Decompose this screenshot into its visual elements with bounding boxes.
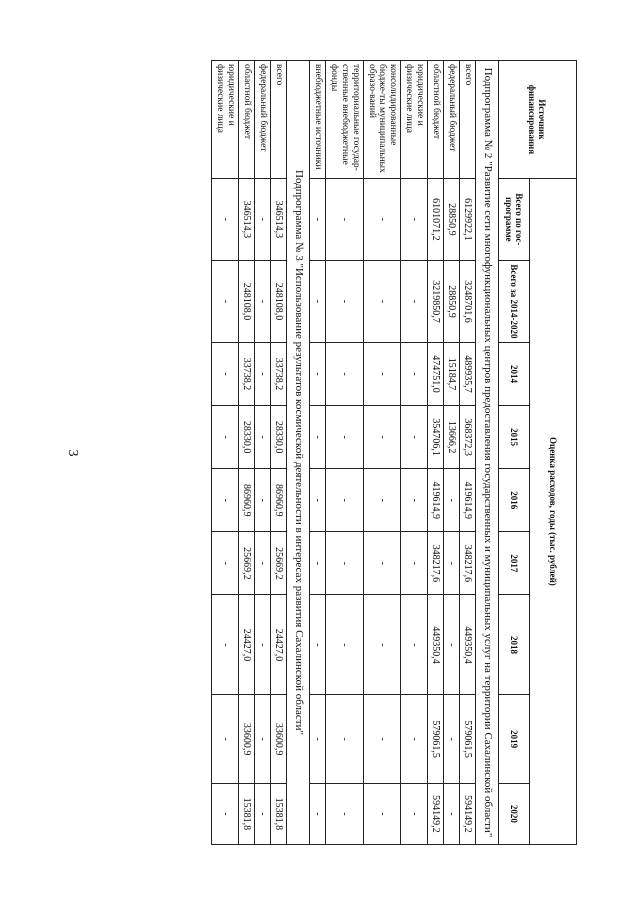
table-cell: 449350,4	[428, 595, 444, 695]
table-cell: -	[363, 406, 401, 469]
row-label: всего	[460, 61, 476, 179]
table-cell: -	[401, 783, 428, 844]
table-cell: 354706,1	[428, 406, 444, 469]
section-title-row	[476, 61, 499, 845]
table-cell: -	[212, 532, 239, 595]
table-row	[428, 61, 444, 845]
table-cell: 33600,9	[271, 695, 287, 783]
row-label: областной бюджет	[239, 61, 255, 179]
financing-table	[211, 60, 577, 845]
table-cell: 6129922,1	[460, 178, 476, 260]
table-cell: 28850,9	[444, 178, 460, 260]
row-label: юридические и физические лица	[212, 61, 239, 179]
table-cell: -	[401, 469, 428, 532]
financing-table-container	[84, 60, 577, 845]
table-cell: -	[255, 178, 271, 260]
header-year: 2016	[499, 469, 530, 532]
table-cell: 86960,9	[271, 469, 287, 532]
table-cell: -	[309, 469, 325, 532]
row-label: областной бюджет	[428, 61, 444, 179]
table-row	[401, 61, 428, 845]
table-cell: -	[255, 595, 271, 695]
table-cell: -	[255, 342, 271, 405]
table-cell: -	[325, 260, 363, 342]
table-cell: 25669,2	[239, 532, 255, 595]
table-cell: -	[444, 595, 460, 695]
table-cell: -	[363, 783, 401, 844]
table-row	[255, 61, 271, 845]
table-cell: -	[212, 469, 239, 532]
section-title-row	[287, 61, 310, 845]
table-cell: -	[212, 695, 239, 783]
table-cell: -	[363, 595, 401, 695]
row-label: внебюджетные источники	[309, 61, 325, 179]
table-cell: -	[309, 260, 325, 342]
row-label: федеральный бюджет	[255, 61, 271, 179]
table-cell: -	[309, 342, 325, 405]
row-label: всего	[271, 61, 287, 179]
row-label: консолидированные бюдже-ты муниципальных образо-ваний	[363, 61, 401, 179]
table-cell: -	[309, 783, 325, 844]
table-cell: -	[325, 178, 363, 260]
table-cell: 28850,9	[444, 260, 460, 342]
table-cell: -	[363, 532, 401, 595]
table-cell: -	[325, 342, 363, 405]
table-cell: 579061,5	[460, 695, 476, 783]
table-cell: -	[325, 783, 363, 844]
table-cell: -	[401, 695, 428, 783]
table-row	[460, 61, 476, 845]
table-cell: -	[309, 178, 325, 260]
header-year: 2019	[499, 695, 530, 783]
table-cell: 24427,0	[239, 595, 255, 695]
table-cell: -	[401, 532, 428, 595]
table-cell: -	[255, 406, 271, 469]
header-total-period: Всего за 2014-2020	[499, 260, 530, 342]
table-cell: -	[212, 342, 239, 405]
table-row	[325, 61, 363, 845]
table-cell: 24427,0	[271, 595, 287, 695]
table-cell: -	[401, 260, 428, 342]
table-cell: 13666,2	[444, 406, 460, 469]
table-cell: -	[255, 260, 271, 342]
table-cell: 346514,3	[239, 178, 255, 260]
table-cell: -	[401, 595, 428, 695]
table-cell: 248108,0	[239, 260, 255, 342]
table-row	[212, 61, 239, 845]
table-cell: 15184,7	[444, 342, 460, 405]
header-year: 2017	[499, 532, 530, 595]
table-cell: -	[401, 342, 428, 405]
table-cell: -	[212, 406, 239, 469]
row-label: федеральный бюджет	[444, 61, 460, 179]
table-row	[309, 61, 325, 845]
table-cell: 33600,9	[239, 695, 255, 783]
table-body	[212, 61, 499, 845]
table-cell: 33738,2	[239, 342, 255, 405]
table-cell: 28330,0	[271, 406, 287, 469]
page-number: 3	[65, 449, 80, 457]
table-cell: -	[309, 595, 325, 695]
row-label: территориальные государ-ственные внебюджетные фонды	[325, 61, 363, 179]
table-cell: 594149,2	[460, 783, 476, 844]
table-cell: -	[212, 595, 239, 695]
table-cell: 25669,2	[271, 532, 287, 595]
table-cell: -	[325, 469, 363, 532]
table-cell: 489935,7	[460, 342, 476, 405]
table-cell: -	[255, 469, 271, 532]
table-cell: 474751,0	[428, 342, 444, 405]
table-cell: 15381,8	[239, 783, 255, 844]
table-cell: -	[444, 469, 460, 532]
table-cell: -	[401, 406, 428, 469]
table-cell: -	[309, 532, 325, 595]
table-cell: -	[444, 532, 460, 595]
table-row	[363, 61, 401, 845]
table-cell: 3219850,7	[428, 260, 444, 342]
table-cell: -	[363, 469, 401, 532]
table-cell: -	[212, 783, 239, 844]
table-cell: 346514,3	[271, 178, 287, 260]
header-year: 2020	[499, 783, 530, 844]
section-title: Подпрограмма № 3 "Использование результатов космической деятельности в интересах развития Сахалинской области"	[287, 61, 310, 845]
row-label: юридические и физические лица	[401, 61, 428, 179]
table-cell: -	[212, 260, 239, 342]
table-cell: 248108,0	[271, 260, 287, 342]
header-year: 2015	[499, 406, 530, 469]
table-cell: -	[444, 783, 460, 844]
table-row	[444, 61, 460, 845]
header-source: Источник финансирования	[499, 61, 577, 179]
table-cell: -	[255, 532, 271, 595]
table-cell: 3248701,6	[460, 260, 476, 342]
table-cell: 15381,8	[271, 783, 287, 844]
table-row	[239, 61, 255, 845]
table-cell: -	[309, 406, 325, 469]
table-cell: 33738,2	[271, 342, 287, 405]
table-cell: -	[325, 595, 363, 695]
table-row	[271, 61, 287, 845]
table-cell: 419614,9	[460, 469, 476, 532]
table-cell: -	[325, 406, 363, 469]
table-cell: -	[325, 532, 363, 595]
table-cell: 419614,9	[428, 469, 444, 532]
table-cell: -	[363, 178, 401, 260]
table-cell: -	[325, 695, 363, 783]
table-cell: 594149,2	[428, 783, 444, 844]
table-cell: -	[309, 695, 325, 783]
table-cell: -	[363, 695, 401, 783]
table-cell: -	[255, 695, 271, 783]
header-total-program: Всего по гос-программе	[499, 178, 530, 260]
table-cell: 86960,9	[239, 469, 255, 532]
table-cell: -	[444, 695, 460, 783]
table-cell: -	[212, 178, 239, 260]
table-cell: 348217,6	[460, 532, 476, 595]
table-cell: 368372,3	[460, 406, 476, 469]
table-cell: 6101071,2	[428, 178, 444, 260]
table-cell: -	[363, 260, 401, 342]
table-cell: 28330,0	[239, 406, 255, 469]
table-cell: 348217,6	[428, 532, 444, 595]
table-cell: 579061,5	[428, 695, 444, 783]
table-cell: -	[255, 783, 271, 844]
section-title: Подпрограмма № 2 "Развитие сети многофункциональных центров предоставления государственных и муниципальных услуг на территории Сахалинской области"	[476, 61, 499, 845]
table-cell: -	[401, 178, 428, 260]
header-year: 2018	[499, 595, 530, 695]
table-cell: 449350,4	[460, 595, 476, 695]
header-year: 2014	[499, 342, 530, 405]
header-estimate: Оценка расходов, годы (тыс. рублей)	[530, 178, 577, 844]
table-cell: -	[363, 342, 401, 405]
